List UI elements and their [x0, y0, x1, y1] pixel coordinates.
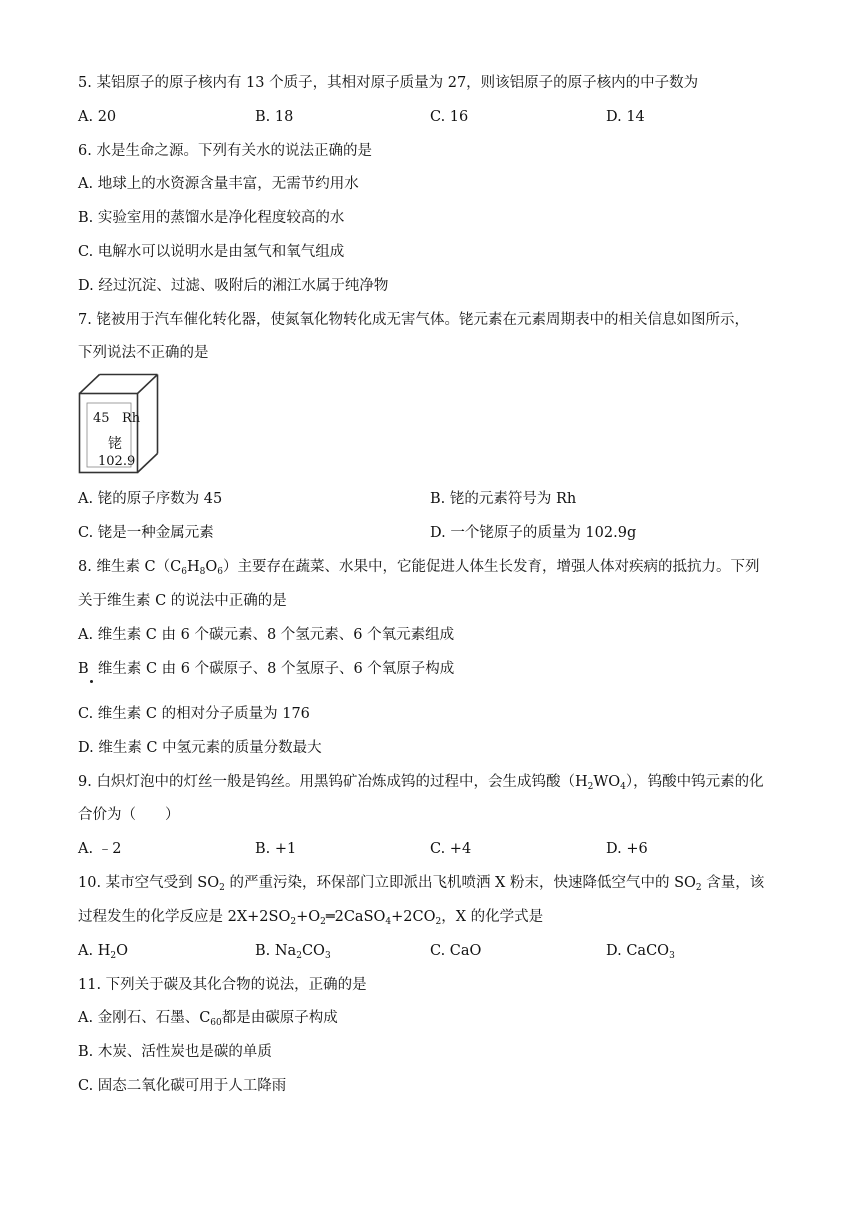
q7-stem-line1: 7. 铑被用于汽车催化转化器，使氮氧化物转化成无害气体。铑元素在元素周期表中的相关信息如图所示， — [78, 312, 749, 328]
q8-option-c: C. 维生素 C 的相对分子质量为 176 — [78, 706, 310, 722]
stray-dot-mark — [90, 680, 93, 683]
element-name: 铑 — [108, 436, 122, 452]
q7-option-b: B. 铑的元素符号为 Rh — [430, 491, 577, 507]
q8-option-b: B 维生素 C 由 6 个碳原子、8 个氢原子、6 个氧原子构成 — [78, 661, 455, 677]
q9-option-d: D. +6 — [606, 841, 648, 857]
q9-stem-line2: 合价为（ ） — [78, 807, 180, 823]
q5-option-c: C. 16 — [430, 109, 469, 125]
element-symbol: Rh — [122, 411, 141, 426]
q10-option-b: B. $Na_2CO_3$ — [255, 943, 331, 961]
q7-stem-line2: 下列说法不正确的是 — [78, 345, 209, 361]
q6-option-d: D. 经过沉淀、过滤、吸附后的湘江水属于纯净物 — [78, 278, 389, 294]
q5-option-a: A. 20 — [78, 109, 117, 125]
q5-option-d: D. 14 — [606, 109, 645, 125]
q6-option-b: B. 实验室用的蒸馏水是净化程度较高的水 — [78, 210, 345, 226]
q10-stem-line1: 10. 某市空气受到 $SO_2$ 的严重污染，环保部门立即派出飞机喷洒 X 粉末，快速降低空气中的 $SO_2$ 含量，该 — [78, 875, 765, 893]
q5-stem: 5. 某铝原子的原子核内有 13 个质子，其相对原子质量为 27，则该铝原子的原子核内的中子数为 — [78, 75, 699, 91]
q9-option-c: C. +4 — [430, 841, 472, 857]
q7-option-d: D. 一个铑原子的质量为 102.9g — [430, 525, 637, 541]
element-atomic-number: 45 — [93, 411, 110, 426]
q11-option-a: A. 金刚石、石墨、$C_{60}$都是由碳原子构成 — [78, 1010, 338, 1028]
q10-option-a: A. $H_2O$ — [78, 943, 128, 961]
q10-stem-line2: 过程发生的化学反应是 $2X+2SO_2+O_2═2CaSO_4+2CO_2$，X 的化学式是 — [78, 909, 544, 927]
q8-option-d: D. 维生素 C 中氢元素的质量分数最大 — [78, 740, 322, 756]
q6-stem: 6. 水是生命之源。下列有关水的说法正确的是 — [78, 143, 372, 159]
q5-option-b: B. 18 — [255, 109, 294, 125]
element-atomic-mass: 102.9 — [98, 454, 136, 469]
q6-option-c: C. 电解水可以说明水是由氢气和氧气组成 — [78, 244, 345, 260]
q7-option-a: A. 铑的原子序数为 45 — [78, 491, 223, 507]
q8-stem-line1: 8. 维生素 $C(C_6H_8O_6)$主要存在蔬菜、水果中，它能促进人体生长发育，增强人体对疾病的抵抗力。下列 — [78, 559, 760, 577]
q10-option-c: C. CaO — [430, 943, 482, 959]
q9-option-a: A. ﹣2 — [78, 841, 122, 857]
q9-stem-line1: 9. 白炽灯泡中的灯丝一般是钨丝。用黑钨矿冶炼成钨的过程中，会生成钨酸$(H_2WO_4)$，钨酸中钨元素的化 — [78, 774, 764, 792]
q11-option-c: C. 固态二氧化碳可用于人工降雨 — [78, 1078, 287, 1094]
q6-option-a: A. 地球上的水资源含量丰富，无需节约用水 — [78, 176, 359, 192]
rhodium-element-tile — [78, 373, 160, 479]
q8-stem-line2: 关于维生素 C 的说法中正确的是 — [78, 593, 287, 609]
q8-option-a: A. 维生素 C 由 6 个碳元素、8 个氢元素、6 个氧元素组成 — [78, 627, 455, 643]
q11-stem: 11. 下列关于碳及其化合物的说法，正确的是 — [78, 977, 367, 993]
q11-option-b: B. 木炭、活性炭也是碳的单质 — [78, 1044, 272, 1060]
q7-option-c: C. 铑是一种金属元素 — [78, 525, 214, 541]
q10-option-d: D. CaCO$_3$ — [606, 943, 675, 961]
q9-option-b: B. +1 — [255, 841, 297, 857]
